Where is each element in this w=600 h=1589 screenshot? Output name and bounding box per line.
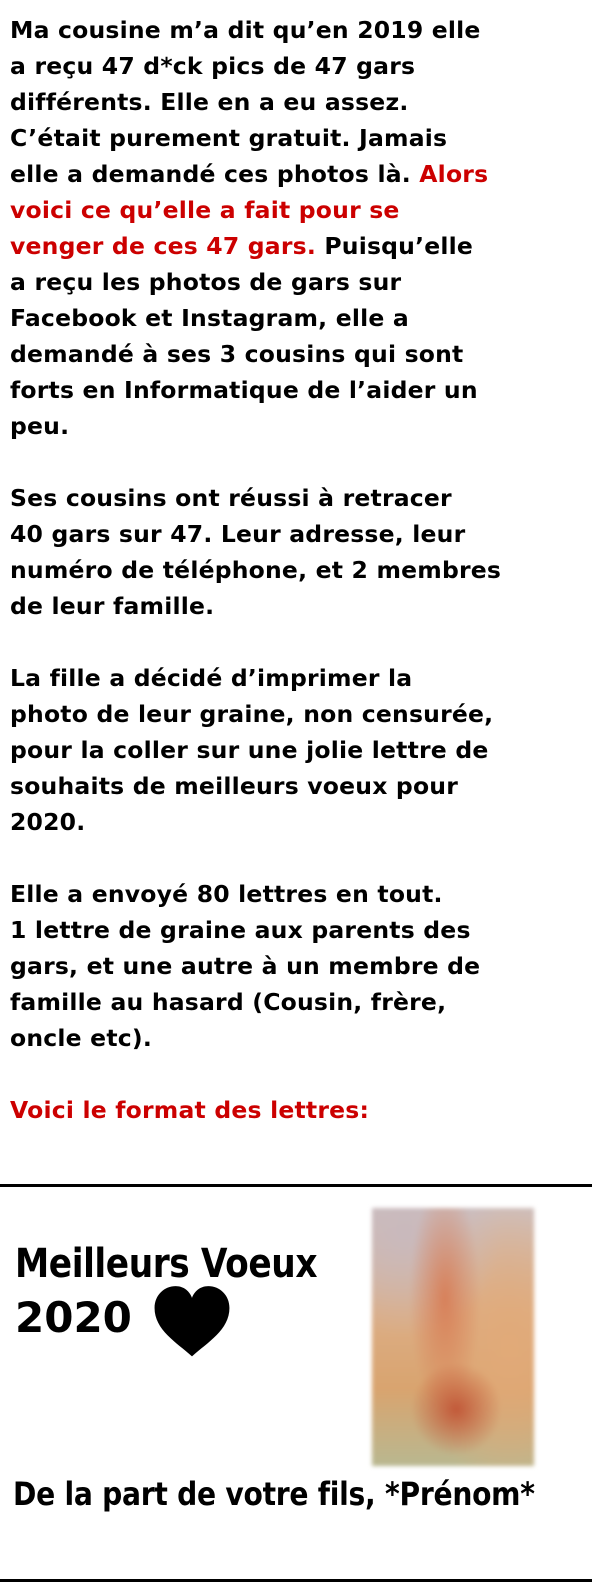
story-line: Ma cousine m’a dit qu’en 2019 elle bbox=[10, 16, 481, 44]
highlighted-text: voici ce qu’elle a fait pour se bbox=[10, 196, 400, 224]
story-paragraph-3 bbox=[10, 660, 600, 840]
story-line: demandé à ses 3 cousins qui sont bbox=[10, 340, 464, 368]
story-line: photo de leur graine, non censurée, bbox=[10, 700, 494, 728]
story-line: oncle etc). bbox=[10, 1024, 152, 1052]
story-paragraph-1 bbox=[10, 12, 600, 444]
story-line: différents. Elle en a eu assez. bbox=[10, 88, 409, 116]
story-line: de leur famille. bbox=[10, 592, 215, 620]
heart-shape bbox=[155, 1286, 230, 1356]
card-signature: De la part de votre fils, *Prénom* bbox=[13, 1475, 535, 1513]
story-line: 1 lettre de graine aux parents des bbox=[10, 916, 471, 944]
story-line bbox=[10, 156, 600, 192]
story-line: pour la coller sur une jolie lettre de bbox=[10, 736, 489, 764]
story-line: Elle a envoyé 80 lettres en tout. bbox=[10, 880, 443, 908]
story-line: Facebook et Instagram, elle a bbox=[10, 304, 409, 332]
story-line bbox=[10, 228, 600, 264]
story-line: souhaits de meilleurs voeux pour bbox=[10, 772, 459, 800]
story-segment: elle a demandé ces photos là. bbox=[10, 160, 411, 188]
card-title: Meilleurs Voeux bbox=[15, 1241, 318, 1287]
story-paragraph-2 bbox=[10, 480, 600, 624]
story-segment: Puisqu’elle bbox=[324, 232, 474, 260]
card-bottom-divider bbox=[0, 1579, 592, 1582]
story-paragraph-5 bbox=[10, 1092, 600, 1128]
story-line: famille au hasard (Cousin, frère, bbox=[10, 988, 447, 1016]
highlighted-text: venger de ces 47 gars. bbox=[10, 232, 316, 260]
story-line: a reçu 47 d*ck pics de 47 gars bbox=[10, 52, 416, 80]
heart-icon bbox=[153, 1284, 231, 1360]
highlighted-text: Alors bbox=[419, 160, 489, 188]
story-line: a reçu les photos de gars sur bbox=[10, 268, 402, 296]
story-line: Ses cousins ont réussi à retracer bbox=[10, 484, 452, 512]
blurred-photo bbox=[372, 1208, 534, 1466]
story-line: peu. bbox=[10, 412, 70, 440]
story-line: gars, et une autre à un membre de bbox=[10, 952, 481, 980]
story-line: forts en Informatique de l’aider un bbox=[10, 376, 478, 404]
story-line: 2020. bbox=[10, 808, 86, 836]
letter-format-heading: Voici le format des lettres: bbox=[10, 1096, 370, 1124]
story-line: La fille a décidé d’imprimer la bbox=[10, 664, 413, 692]
card-top-divider bbox=[0, 1184, 592, 1187]
story-text bbox=[10, 12, 600, 1164]
story-line: C’était purement gratuit. Jamais bbox=[10, 124, 448, 152]
story-line: numéro de téléphone, et 2 membres bbox=[10, 556, 502, 584]
story-line: 40 gars sur 47. Leur adresse, leur bbox=[10, 520, 466, 548]
card-year: 2020 bbox=[15, 1293, 132, 1342]
story-paragraph-4 bbox=[10, 876, 600, 1056]
